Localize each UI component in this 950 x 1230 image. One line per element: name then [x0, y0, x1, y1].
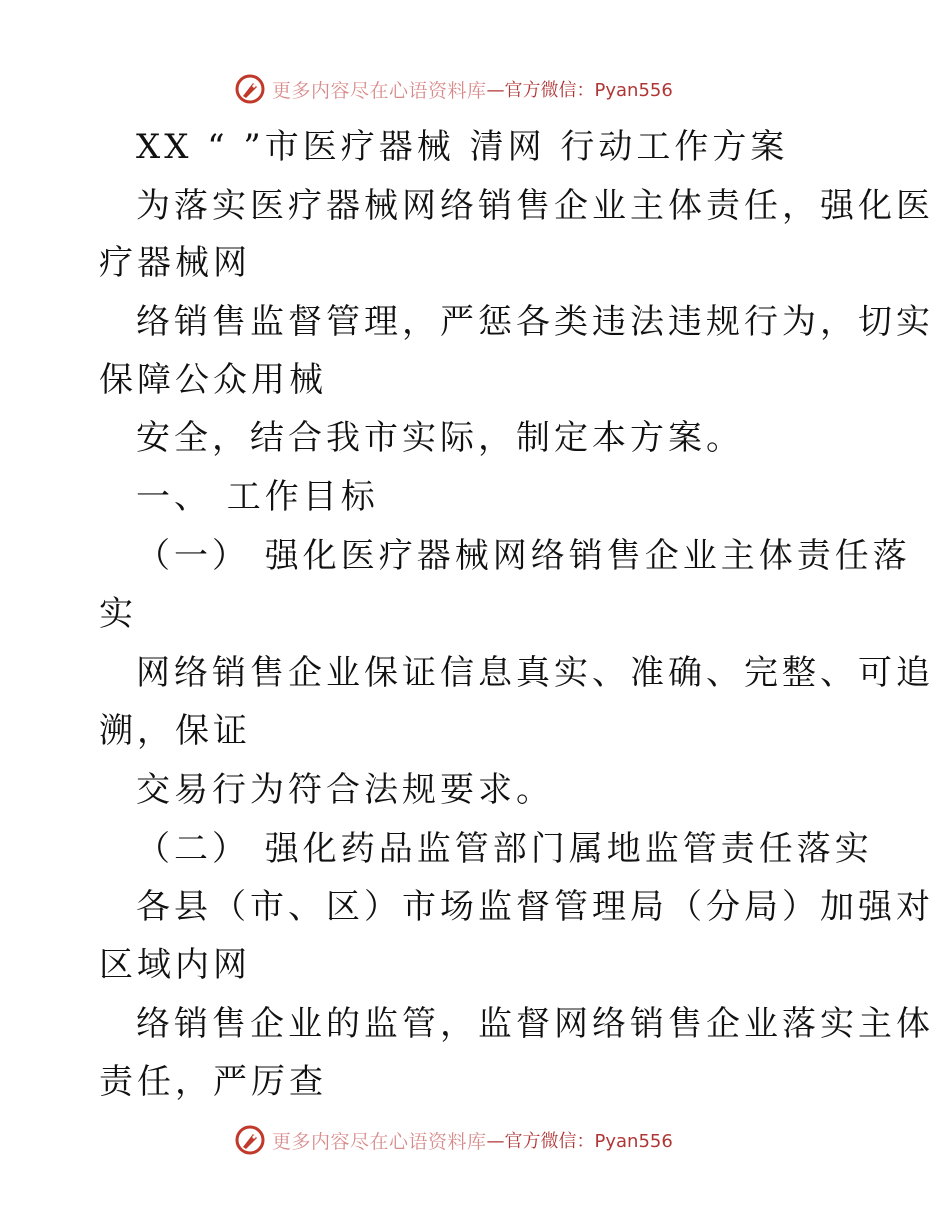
- paragraph-line: 为落实医疗器械网络销售企业主体责任，强化医: [136, 186, 934, 226]
- paragraph-line: 责任，严厉查: [99, 1062, 327, 1102]
- paragraph-line: 各县（市、区）市场监督管理局（分局）加强对: [136, 887, 934, 927]
- subsection-heading: （二） 强化药品监管部门属地监管责任落实: [136, 829, 873, 869]
- paragraph-line: 疗器械网: [99, 243, 251, 283]
- watermark-brand: 更多内容尽在心语资料库: [272, 1130, 487, 1153]
- header-watermark: [234, 72, 673, 106]
- pen-nib-circle-icon: [234, 73, 266, 105]
- paragraph-line: 安全，结合我市实际，制定本方案。: [136, 418, 744, 458]
- section-heading: 一、 工作目标: [136, 477, 379, 517]
- watermark-contact: —官方微信：Pyan556: [486, 1131, 673, 1152]
- paragraph-line: 溯，保证: [99, 711, 251, 751]
- paragraph-line: 络销售企业的监管，监督网络销售企业落实主体: [136, 1004, 934, 1044]
- document-title: XX “ ”市医疗器械 清网 行动工作方案: [136, 127, 789, 167]
- watermark-contact: —官方微信：Pyan556: [486, 80, 673, 101]
- subsection-heading: （一） 强化医疗器械网络销售企业主体责任落: [136, 536, 911, 576]
- paragraph-line: 络销售监督管理，严惩各类违法违规行为，切实: [136, 302, 934, 342]
- paragraph-line: 区域内网: [99, 945, 251, 985]
- paragraph-line: 网络销售企业保证信息真实、准确、完整、可追: [136, 653, 934, 693]
- pen-nib-circle-icon: [234, 1124, 266, 1156]
- footer-watermark: [234, 1123, 673, 1157]
- paragraph-line: 保障公众用械: [99, 360, 327, 400]
- paragraph-line: 实: [99, 594, 137, 634]
- watermark-brand: 更多内容尽在心语资料库: [272, 79, 487, 102]
- paragraph-line: 交易行为符合法规要求。: [136, 770, 554, 810]
